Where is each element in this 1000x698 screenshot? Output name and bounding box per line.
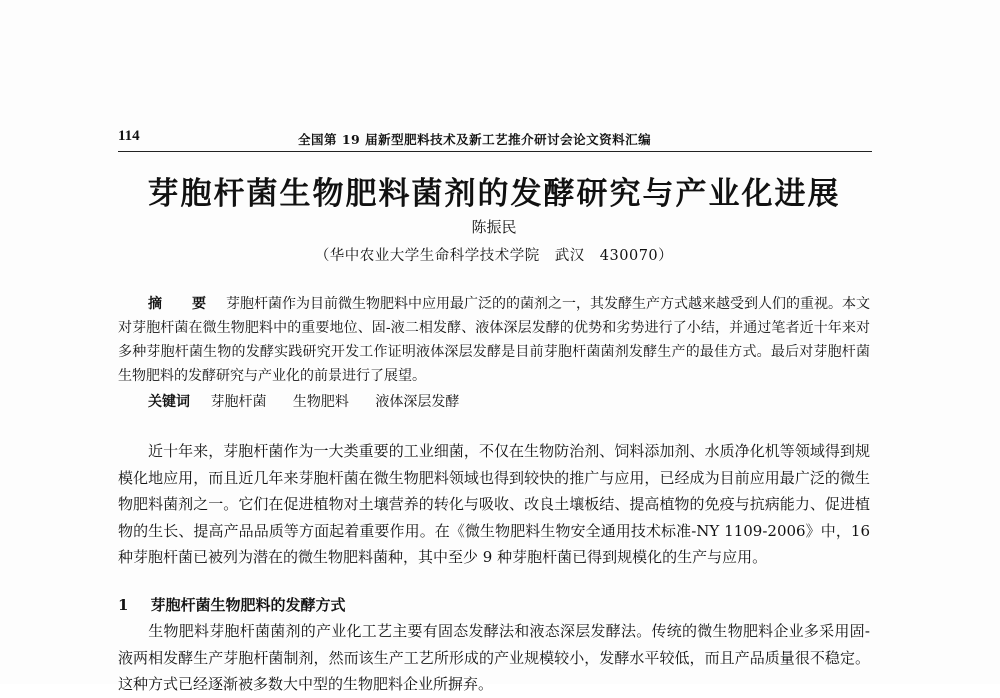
journal-name: 全国第 19 届新型肥料技术及新工艺推介研讨会论文资料汇编 bbox=[298, 132, 652, 147]
keyword: 液体深层发酵 bbox=[375, 394, 460, 410]
paragraph-text: 生物肥料芽胞杆菌菌剂的产业化工艺主要有固态发酵法和液态深层发酵法。传统的微生物肥料企业多采用固-液两相发酵生产芽胞杆菌制剂，然而该生产工艺所形成的产业规模较小，发酵水平较低，而且产品质量很不稳定。这种方式已经逐渐被多数大中型的生物肥料企业所摒弃。 bbox=[118, 622, 870, 693]
section-heading bbox=[118, 594, 345, 615]
abstract-text: 芽胞杆菌作为目前微生物肥料中应用最广泛的的菌剂之一，其发酵生产方式越来越受到人们的重视。本文对芽胞杆菌在微生物肥料中的重要地位、固-液二相发酵、液体深层发酵的优势和劣势进行了小结，并通过笔者近十年来对多种芽胞杆菌生物的发酵实践研究开发工作证明液体深层发酵是目前芽胞杆菌菌剂发酵生产的最佳方式。最后对芽胞杆菌生物肥料的发酵研究与产业化的前景进行了展望。 bbox=[118, 296, 870, 384]
section-title: 芽胞杆菌生物肥料的发酵方式 bbox=[150, 596, 346, 614]
author-affiliation: （华中农业大学生命科学技术学院 武汉 430070） bbox=[314, 248, 674, 264]
keywords-label: 关键词 bbox=[148, 394, 190, 410]
abstract-label: 摘 要 bbox=[148, 296, 214, 312]
section-number: 1 bbox=[118, 596, 129, 614]
paragraph-text: 近十年来，芽胞杆菌作为一大类重要的工业细菌，不仅在生物防治剂、饲料添加剂、水质净化机等领域得到规模化地应用，而且近几年来芽胞杆菌在微生物肥料领域也得到较快的推广与应用，已经成为目前应用最广泛的微生物肥料菌剂之一。它们在促进植物对土壤营养的转化与吸收、改良土壤板结、提高植物的免疫与抗病能力、促进植物的生长、提高产品品质等方面起着重要作用。在《微生物肥料生物安全通用技术标准-NY 1109-2006》中，16 种芽胞杆菌已被列为潜在的微生物肥料菌种，其中至少 9 种芽胞杆菌已得到规模化的生产与应用。 bbox=[118, 442, 870, 566]
author-name: 陈振民 bbox=[471, 218, 517, 236]
keyword: 芽胞杆菌 bbox=[210, 394, 267, 410]
abstract bbox=[118, 292, 870, 388]
keyword: 生物肥料 bbox=[292, 394, 349, 410]
body-paragraph-1 bbox=[118, 438, 870, 571]
body-paragraph-2 bbox=[118, 618, 870, 698]
page-number: 114 bbox=[118, 128, 140, 144]
keywords bbox=[118, 390, 870, 414]
running-header bbox=[118, 128, 870, 150]
header-rule bbox=[118, 151, 872, 152]
paper-title: 芽胞杆菌生物肥料菌剂的发酵研究与产业化进展 bbox=[147, 176, 841, 212]
